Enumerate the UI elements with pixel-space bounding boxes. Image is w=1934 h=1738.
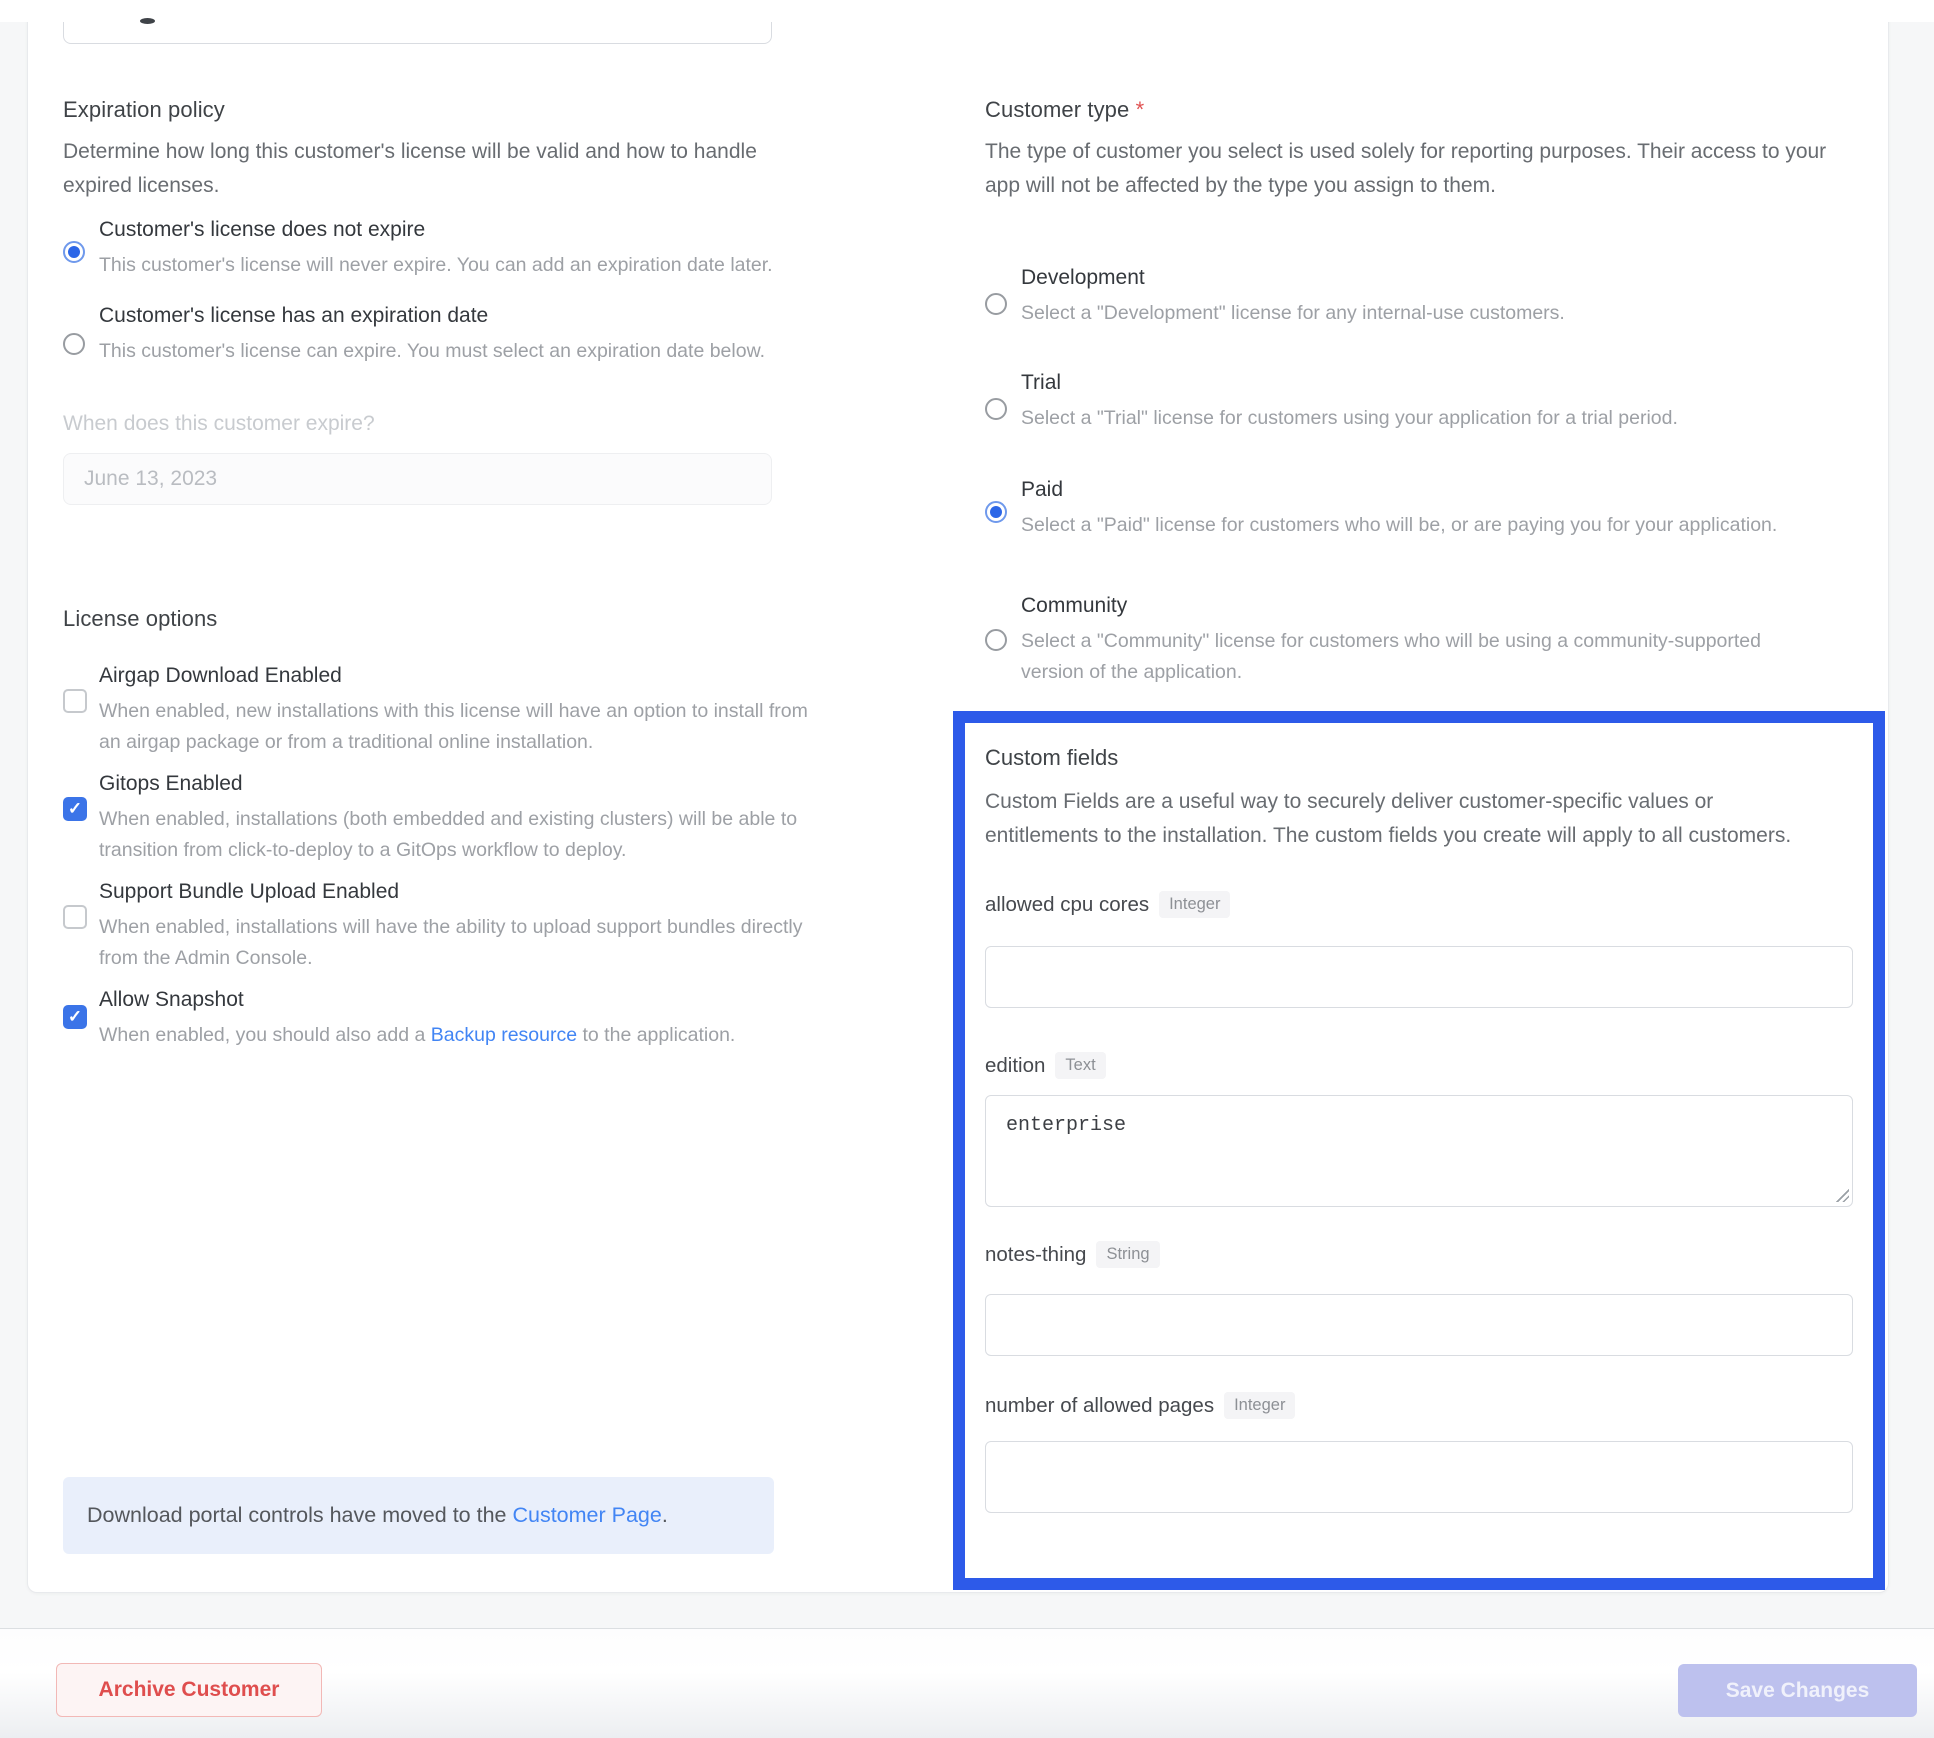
- field-label-allowed-cpu-cores: [985, 891, 1853, 918]
- checkbox-unchecked-icon[interactable]: [63, 905, 87, 929]
- expire-date-input[interactable]: [63, 453, 772, 505]
- option-label: Support Bundle Upload Enabled: [99, 880, 400, 903]
- checkbox-checked-icon[interactable]: [63, 1005, 87, 1029]
- radio-selected-icon[interactable]: [985, 501, 1007, 523]
- radio-option-license-expires[interactable]: [63, 303, 818, 367]
- option-label: Customer's license does not expire: [99, 218, 426, 241]
- radio-unselected-icon[interactable]: [985, 629, 1007, 651]
- option-label: Gitops Enabled: [99, 772, 243, 795]
- type-badge: String: [1096, 1241, 1159, 1268]
- option-label: Allow Snapshot: [99, 988, 244, 1011]
- option-description: [99, 1020, 834, 1051]
- radio-unselected-icon[interactable]: [63, 333, 85, 355]
- download-portal-notice: [63, 1477, 774, 1554]
- radio-option-license-no-expire[interactable]: [63, 217, 818, 281]
- field-label-text: notes-thing: [985, 1243, 1087, 1266]
- description-suffix: to the application.: [577, 1024, 736, 1046]
- field-label-text: edition: [985, 1054, 1046, 1077]
- radio-option-trial[interactable]: [985, 370, 1853, 434]
- type-badge: Text: [1055, 1052, 1105, 1079]
- radio-option-paid[interactable]: [985, 477, 1853, 541]
- option-label: Trial: [1021, 371, 1062, 394]
- option-description: This customer's license can expire. You must select an expiration date below.: [99, 340, 765, 362]
- option-label: Development: [1021, 266, 1145, 289]
- footer-bar: [0, 1628, 1934, 1738]
- number-of-allowed-pages-input[interactable]: [985, 1441, 1853, 1513]
- field-label-text: number of allowed pages: [985, 1394, 1215, 1417]
- customer-type-description: The type of customer you select is used solely for reporting purposes. Their access to your app will not be affected by the type you assign to them.: [985, 140, 1827, 197]
- expiration-policy-description: Determine how long this customer's license will be valid and how to handle expired licenses.: [63, 140, 757, 197]
- checkbox-option-support-bundle[interactable]: [63, 879, 818, 974]
- customer-type-title: [985, 97, 1853, 123]
- left-column: [63, 0, 818, 1554]
- option-description: When enabled, installations (both embedded and existing clusters) will be able to transition from click-to-deploy to a GitOps workflow to deploy.: [99, 808, 798, 861]
- option-description: This customer's license will never expire. You can add an expiration date later.: [99, 254, 773, 276]
- notice-suffix: .: [661, 1503, 668, 1527]
- customer-type-title-text: Customer type: [985, 97, 1130, 122]
- backup-resource-link[interactable]: Backup resource: [430, 1024, 578, 1046]
- radio-selected-icon[interactable]: [63, 241, 85, 263]
- archive-customer-button[interactable]: Archive Customer: [56, 1663, 322, 1717]
- top-strip: [0, 0, 1934, 22]
- edition-textarea[interactable]: [985, 1095, 1853, 1207]
- radio-option-development[interactable]: [985, 265, 1853, 329]
- radio-option-community[interactable]: [985, 593, 1853, 688]
- radio-unselected-icon[interactable]: [985, 398, 1007, 420]
- required-asterisk: *: [1135, 97, 1145, 122]
- option-description: Select a "Development" license for any internal-use customers.: [1021, 302, 1565, 324]
- option-label: Community: [1021, 594, 1128, 617]
- customer-page-link[interactable]: Customer Page: [512, 1503, 662, 1527]
- notice-text: Download portal controls have moved to the: [87, 1503, 513, 1527]
- option-description: When enabled, new installations with this license will have an option to install from an airgap package or from a traditional online installation.: [99, 700, 808, 753]
- radio-unselected-icon[interactable]: [985, 293, 1007, 315]
- option-description: Select a "Paid" license for customers who will be, or are paying you for your application.: [1021, 514, 1778, 536]
- checkbox-checked-icon[interactable]: [63, 797, 87, 821]
- option-description: Select a "Trial" license for customers using your application for a trial period.: [1021, 407, 1678, 429]
- field-label-number-of-allowed-pages: [985, 1392, 1853, 1419]
- save-changes-button[interactable]: Save Changes: [1678, 1664, 1917, 1717]
- custom-fields-highlight-box: [953, 711, 1885, 1590]
- type-badge: Integer: [1224, 1392, 1295, 1419]
- option-label: Customer's license has an expiration date: [99, 304, 489, 327]
- license-options-title: License options: [63, 606, 218, 631]
- expiration-policy-title: Expiration policy: [63, 97, 225, 122]
- expire-date-label: When does this customer expire?: [63, 412, 375, 435]
- description-prefix: When enabled, you should also add a: [99, 1024, 431, 1046]
- top-input-cutoff-text: [140, 18, 155, 24]
- notes-thing-input[interactable]: [985, 1294, 1853, 1356]
- option-label: Airgap Download Enabled: [99, 664, 342, 687]
- custom-fields-description: Custom Fields are a useful way to securely deliver customer-specific values or entitlements to the installation. The custom fields you create will apply to all customers.: [985, 790, 1792, 847]
- option-label: Paid: [1021, 478, 1064, 501]
- type-badge: Integer: [1159, 891, 1230, 918]
- right-column: [985, 0, 1853, 688]
- field-label-text: allowed cpu cores: [985, 893, 1150, 916]
- checkbox-unchecked-icon[interactable]: [63, 689, 87, 713]
- field-label-edition: [985, 1052, 1853, 1079]
- field-label-notes-thing: [985, 1241, 1853, 1268]
- allowed-cpu-cores-input[interactable]: [985, 946, 1853, 1008]
- custom-fields-title: Custom fields: [985, 745, 1119, 770]
- option-description: Select a "Community" license for customers who will be using a community-supported version of the application.: [1021, 630, 1761, 683]
- checkbox-option-airgap[interactable]: [63, 663, 818, 758]
- option-description: When enabled, installations will have the ability to upload support bundles directly from the Admin Console.: [99, 916, 803, 969]
- checkbox-option-allow-snapshot[interactable]: [63, 987, 818, 1051]
- checkbox-option-gitops[interactable]: [63, 771, 818, 866]
